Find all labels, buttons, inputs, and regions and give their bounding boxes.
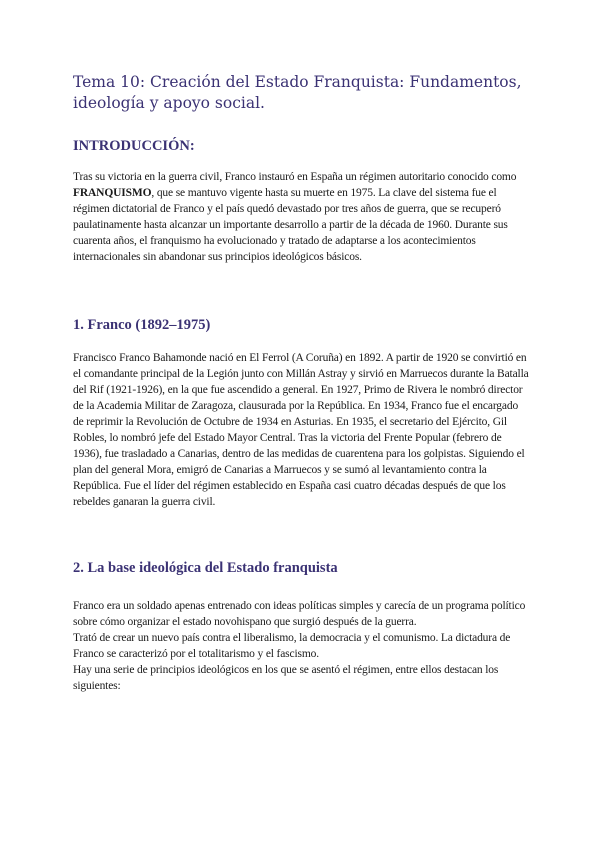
franco-paragraph: Francisco Franco Bahamonde nació en El Ferrol (A Coruña) en 1892. A partir de 1920 se convirtió en el comandante principal de la Legión junto con Millán Astray y sirvió en Marruecos durante la Batalla del Rif (1921-1926), en la que fue ascendido a general. En 1927, Primo de Rivera le nombró director de la Academia Militar de Zaragoza, clausurada por la República. En 1934, Franco fue el encargado de reprimir la Revolución de Octubre de 1934 en Asturias. En 1935, el secretario del Ejército, Gil Robles, lo nombró jefe del Estado Mayor Central. Tras la victoria del Frente Popular (febrero de 1936), fue trasladado a Canarias, dentro de las medidas de cuarentena para los golpistas. Siguiendo el plan del general Mora, emigró de Canarias a Marruecos y se sumó al levantamiento contra la República. Fue el líder del régimen establecido en España casi cuatro décadas después de que los rebeldes ganaran la guerra civil. [73,352,529,508]
intro-paragraph [73,169,531,265]
base-paragraph-3: Hay una serie de principios ideológicos en los que se asentó el régimen, entre ellos destacan los siguientes: [73,664,499,692]
section-heading-introduccion: INTRODUCCIÓN: [73,138,195,154]
base-paragraph-2: Trató de crear un nuevo país contra el liberalismo, la democracia y el comunismo. La dictadura de Franco se caracterizó por el totalitarismo y el fascismo. [73,632,511,660]
document-title: Tema 10: Creación del Estado Franquista: Fundamentos, ideología y apoyo social. [73,73,522,112]
base-paragraph-1: Franco era un soldado apenas entrenado con ideas políticas simples y carecía de un programa político sobre cómo organizar el estado novohispano que surgió después de la guerra. [73,600,526,628]
franquismo-emphasis: FRANQUISMO [73,187,152,199]
intro-text-after: , que se mantuvo vigente hasta su muerte en 1975. La clave del sistema fue el régimen dictatorial de Franco y el país quedó devastado por tres años de guerra, que se recuperó paulatinamente hasta alcanzar un importante desarrollo a partir de la década de 1960. Durante sus cuarenta años, el franquismo ha evolucionado y tratado de adaptarse a los acontecimientos internacionales sin abandonar sus principios ideológicos básicos. [73,187,508,263]
section-heading-base-ideologica: 2. La base ideológica del Estado franquista [73,560,338,576]
base-ideologica-block [73,598,531,694]
intro-text-before: Tras su victoria en la guerra civil, Franco instauró en España un régimen autoritario conocido como [73,171,517,183]
section-heading-franco: 1. Franco (1892–1975) [73,317,211,333]
